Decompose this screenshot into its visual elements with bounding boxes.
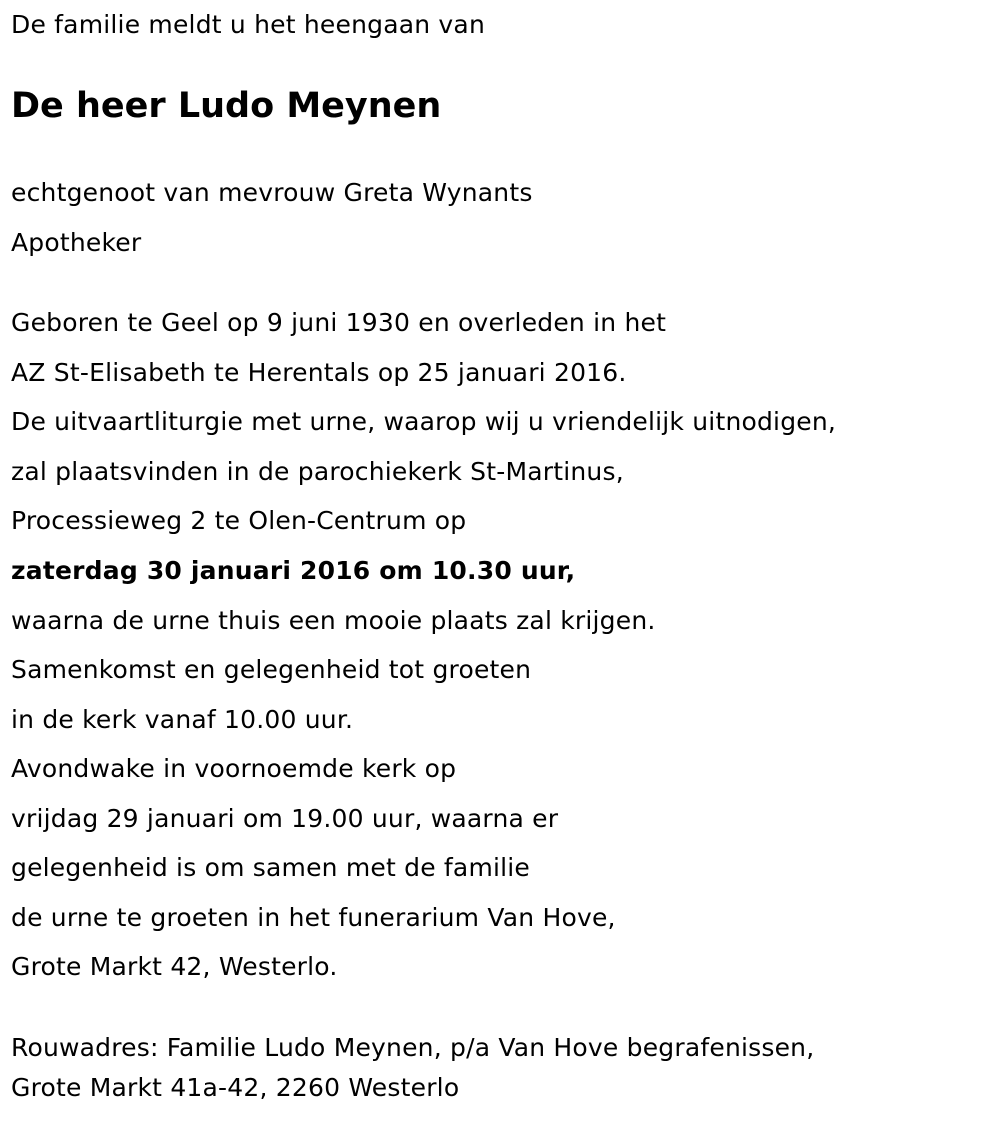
mourning-address-line: Rouwadres: Familie Ludo Meynen, p/a Van Hove begrafenissen,	[11, 1033, 815, 1062]
body-line: Grote Markt 42, Westerlo.	[11, 952, 338, 981]
body-line: Avondwake in voornoemde kerk op	[11, 754, 457, 783]
body-line: De uitvaartliturgie met urne, waarop wij u vriendelijk uitnodigen,	[11, 407, 837, 436]
spouse-line: echtgenoot van mevrouw Greta Wynants	[11, 178, 533, 207]
body-line: gelegenheid is om samen met de familie	[11, 853, 531, 882]
funeral-date-line: zaterdag 30 januari 2016 om 10.30 uur,	[11, 556, 576, 585]
deceased-name: De heer Ludo Meynen	[11, 86, 442, 126]
body-line: de urne te groeten in het funerarium Van Hove,	[11, 903, 616, 932]
body-line: in de kerk vanaf 10.00 uur.	[11, 705, 354, 734]
mourning-address-line: Grote Markt 41a-42, 2260 Westerlo	[11, 1073, 460, 1102]
body-line: AZ St-Elisabeth te Herentals op 25 januari 2016.	[11, 358, 627, 387]
body-line: Processieweg 2 te Olen-Centrum op	[11, 506, 467, 535]
body-line: Geboren te Geel op 9 juni 1930 en overleden in het	[11, 308, 667, 337]
body-line: vrijdag 29 januari om 19.00 uur, waarna er	[11, 804, 559, 833]
profession-line: Apotheker	[11, 228, 142, 257]
body-line: waarna de urne thuis een mooie plaats zal krijgen.	[11, 606, 656, 635]
body-line: zal plaatsvinden in de parochiekerk St-Martinus,	[11, 457, 624, 486]
body-line: Samenkomst en gelegenheid tot groeten	[11, 655, 532, 684]
announcement-intro: De familie meldt u het heengaan van	[11, 10, 485, 39]
